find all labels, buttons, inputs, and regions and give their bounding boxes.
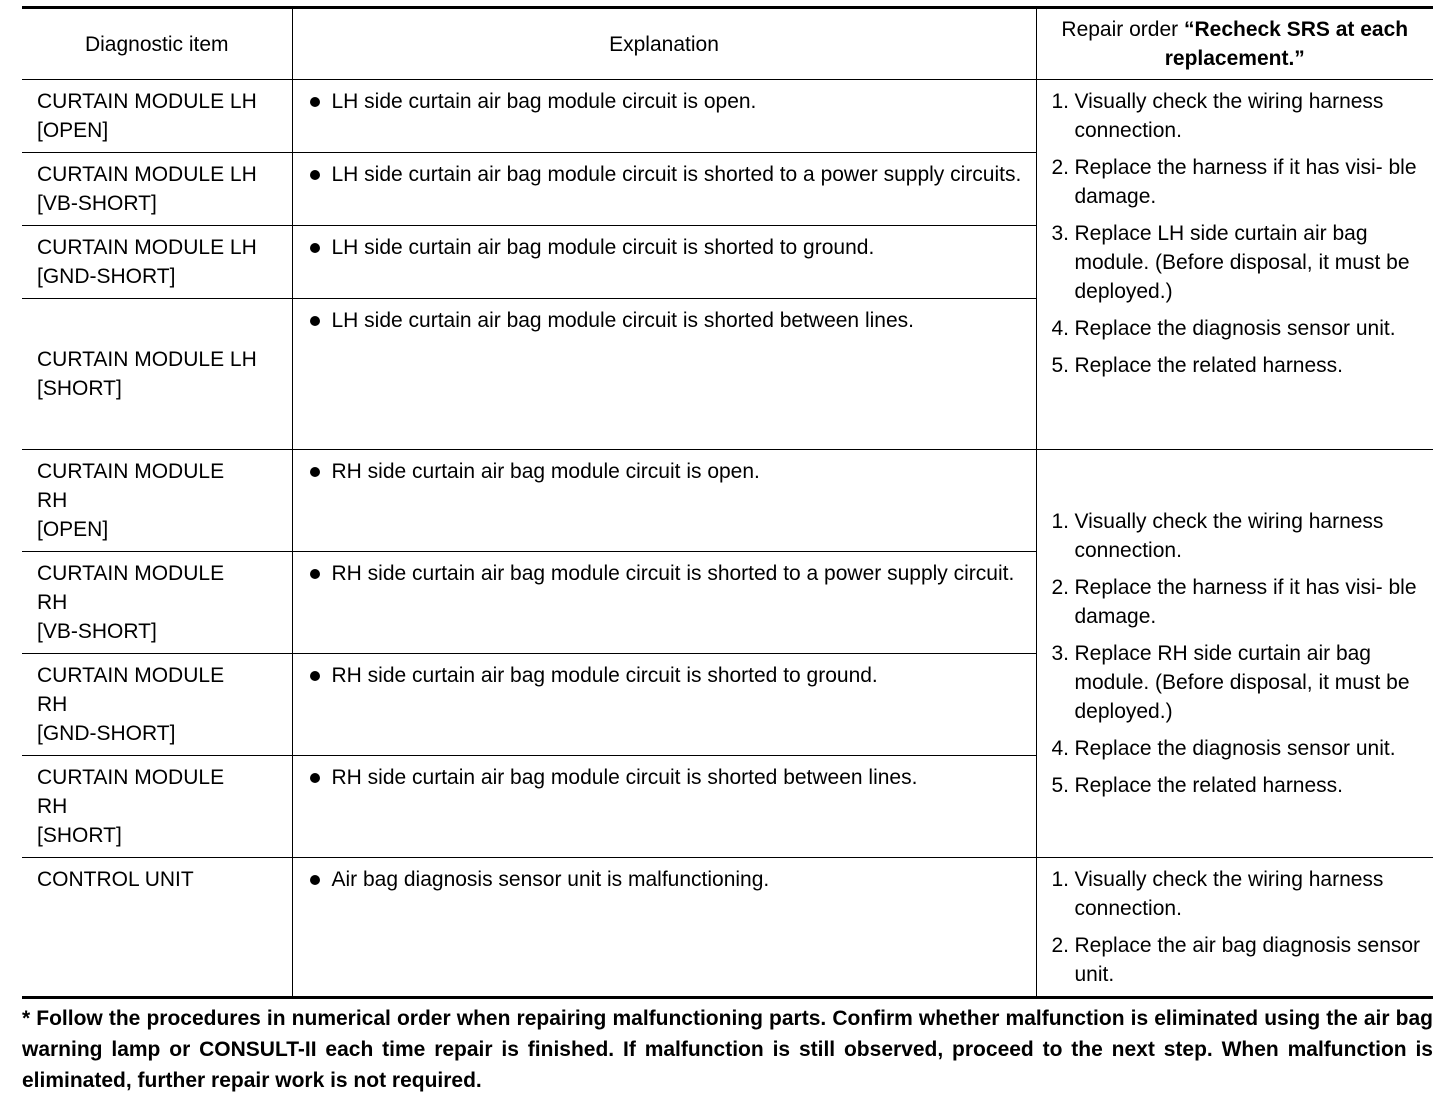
item-line: [VB-SHORT]	[37, 192, 157, 215]
diagnostic-table	[22, 6, 1433, 999]
repair-step: 4. Replace the diagnosis sensor unit.	[1051, 737, 1396, 760]
item-line: CURTAIN MODULE LH	[37, 163, 257, 186]
explanation-text: Air bag diagnosis sensor unit is malfunctioning.	[331, 868, 770, 891]
repair-step: 4. Replace the diagnosis sensor unit.	[1051, 317, 1396, 340]
bullet-icon	[310, 97, 320, 107]
repair-step: 1. Visually check the wiring harness connection.	[1051, 510, 1384, 562]
header-repair-order	[1036, 8, 1433, 80]
header-diagnostic-item: Diagnostic item	[22, 8, 292, 80]
repair-order-cell-lh	[1036, 80, 1433, 450]
bullet-icon	[310, 773, 320, 783]
repair-step: 5. Replace the related harness.	[1051, 774, 1343, 797]
repair-steps	[1052, 865, 1424, 989]
item-line: CURTAIN MODULE	[37, 664, 225, 687]
bullet-icon	[310, 170, 320, 180]
explanation-text: LH side curtain air bag module circuit is shorted to a power supply circuits.	[331, 163, 1022, 186]
explanation-cell	[292, 654, 1036, 756]
item-line: CURTAIN MODULE	[37, 766, 225, 789]
explanation-text: RH side curtain air bag module circuit is open.	[331, 460, 760, 483]
item-line: [VB-SHORT]	[37, 620, 157, 643]
bullet-icon	[310, 569, 320, 579]
item-line: [OPEN]	[37, 119, 109, 142]
item-line: RH	[37, 693, 68, 716]
repair-step: 3. Replace RH side curtain air bag module. (Before disposal, it must be deployed.)	[1051, 642, 1410, 723]
item-line: CURTAIN MODULE LH	[37, 348, 257, 371]
bullet-icon	[310, 243, 320, 253]
item-line: CURTAIN MODULE LH	[37, 90, 257, 113]
item-line: RH	[37, 489, 68, 512]
item-line: CONTROL UNIT	[37, 868, 194, 891]
repair-step: 2. Replace the harness if it has visi- ble damage.	[1051, 156, 1417, 208]
explanation-text: RH side curtain air bag module circuit is shorted to ground.	[331, 664, 878, 687]
explanation-cell	[292, 80, 1036, 153]
header-repair-order-prefix: Repair order	[1061, 18, 1184, 41]
explanation-cell	[292, 153, 1036, 226]
page	[22, 6, 1433, 1096]
repair-steps	[1052, 507, 1424, 800]
diagnostic-item-cell	[22, 858, 292, 998]
repair-step: 1. Visually check the wiring harness connection.	[1051, 868, 1384, 920]
footnote: * Follow the procedures in numerical order when repairing malfunctioning parts. Confirm whether malfunction is eliminated using the air bag warning lamp or CONSULT-II each time repair is finished. If malfunction is still observed, proceed to the next step. When malfunction is eliminated, further repair work is not required.	[22, 1007, 1433, 1092]
diagnostic-item-cell	[22, 756, 292, 858]
explanation-cell	[292, 226, 1036, 299]
explanation-text: LH side curtain air bag module circuit is shorted between lines.	[331, 309, 914, 332]
explanation-text: RH side curtain air bag module circuit is shorted to a power supply circuit.	[331, 562, 1015, 585]
diagnostic-item-cell	[22, 299, 292, 450]
item-line: [OPEN]	[37, 518, 109, 541]
explanation-cell	[292, 299, 1036, 450]
bullet-icon	[310, 316, 320, 326]
item-line: [GND-SHORT]	[37, 722, 176, 745]
header-repair-order-bold: “Recheck SRS at each replacement.”	[1164, 18, 1409, 70]
item-line: [SHORT]	[37, 824, 122, 847]
header-explanation: Explanation	[292, 8, 1036, 80]
table-row	[22, 450, 1433, 552]
explanation-cell	[292, 552, 1036, 654]
repair-order-cell-rh	[1036, 450, 1433, 858]
diagnostic-item-cell	[22, 450, 292, 552]
repair-step: 1. Visually check the wiring harness connection.	[1051, 90, 1384, 142]
explanation-text: LH side curtain air bag module circuit is open.	[331, 90, 757, 113]
explanation-cell	[292, 756, 1036, 858]
item-line: [GND-SHORT]	[37, 265, 176, 288]
repair-step: 2. Replace the harness if it has visi- ble damage.	[1051, 576, 1417, 628]
diagnostic-item-cell	[22, 80, 292, 153]
table-row	[22, 858, 1433, 998]
repair-step: 2. Replace the air bag diagnosis sensor unit.	[1051, 934, 1421, 986]
bullet-icon	[310, 671, 320, 681]
repair-order-cell-control-unit	[1036, 858, 1433, 998]
explanation-text: RH side curtain air bag module circuit is shorted between lines.	[331, 766, 918, 789]
repair-step: 3. Replace LH side curtain air bag module. (Before disposal, it must be deployed.)	[1051, 222, 1410, 303]
diagnostic-item-cell	[22, 552, 292, 654]
diagnostic-item-cell	[22, 226, 292, 299]
repair-steps	[1052, 87, 1424, 380]
explanation-cell	[292, 858, 1036, 998]
item-line: RH	[37, 591, 68, 614]
item-line: [SHORT]	[37, 377, 122, 400]
diagnostic-item-cell	[22, 153, 292, 226]
explanation-text: LH side curtain air bag module circuit is shorted to ground.	[331, 236, 875, 259]
item-line: CURTAIN MODULE	[37, 562, 225, 585]
bullet-icon	[310, 467, 320, 477]
item-line: RH	[37, 795, 68, 818]
repair-step: 5. Replace the related harness.	[1051, 354, 1343, 377]
table-header-row	[22, 8, 1433, 80]
diagnostic-item-cell	[22, 654, 292, 756]
explanation-cell	[292, 450, 1036, 552]
item-line: CURTAIN MODULE LH	[37, 236, 257, 259]
bullet-icon	[310, 875, 320, 885]
table-row	[22, 80, 1433, 153]
item-line: CURTAIN MODULE	[37, 460, 225, 483]
